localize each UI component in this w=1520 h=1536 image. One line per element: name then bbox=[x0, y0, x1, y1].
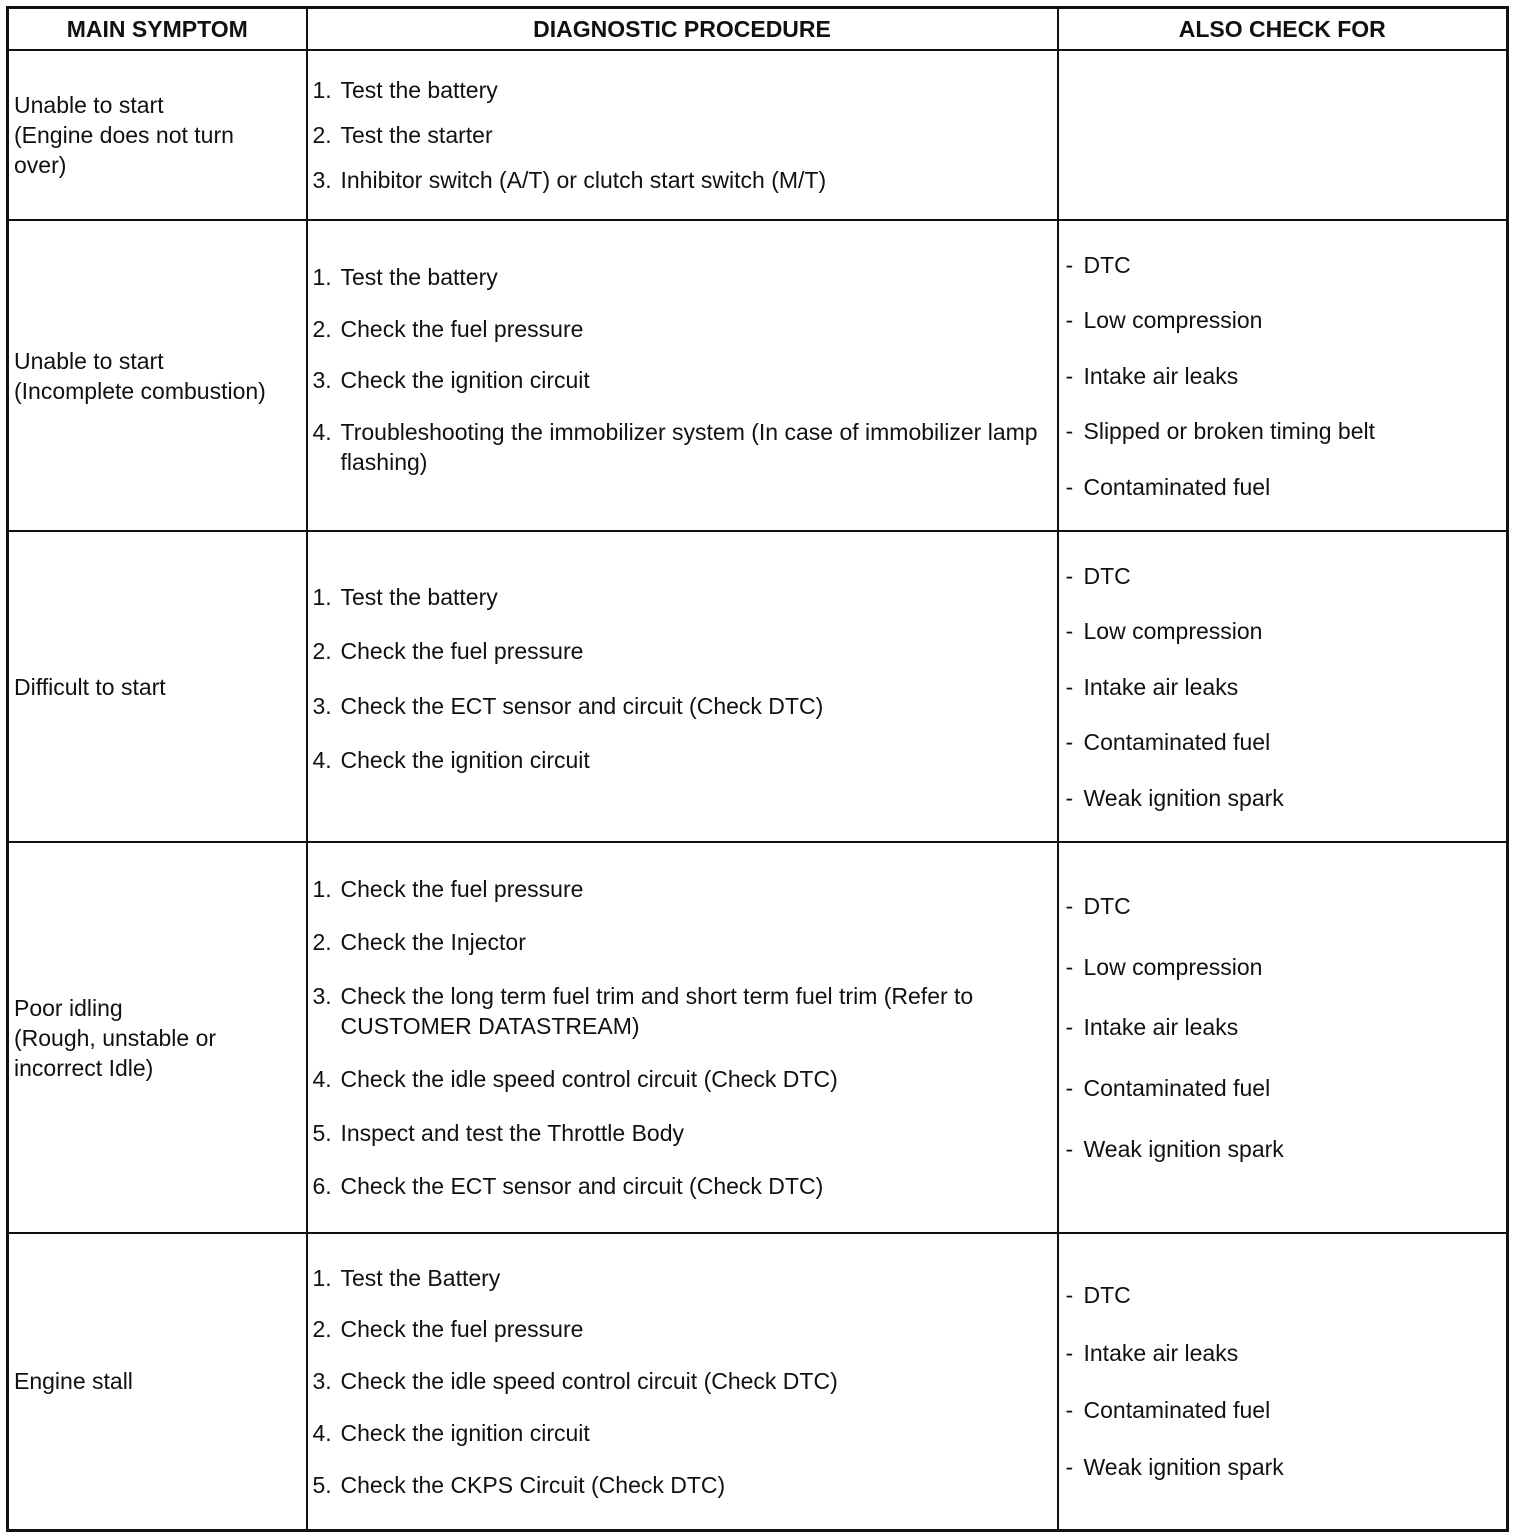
procedure-step-text: Check the fuel pressure bbox=[340, 315, 584, 342]
procedure-step-number: 4. bbox=[312, 419, 332, 446]
check-item bbox=[1066, 1452, 1499, 1482]
procedure-step bbox=[313, 745, 1047, 775]
procedure-step-text: Test the starter bbox=[340, 122, 493, 148]
dash-bullet-icon: - bbox=[1065, 562, 1074, 589]
header-diagnostic-procedure: DIAGNOSTIC PROCEDURE bbox=[307, 8, 1058, 51]
procedure-step bbox=[313, 314, 1047, 344]
procedure-step-text: Check the ECT sensor and circuit (Check DTC) bbox=[340, 1173, 824, 1200]
check-item bbox=[1066, 250, 1499, 280]
check-item bbox=[1066, 1073, 1499, 1103]
dash-bullet-icon: - bbox=[1065, 1282, 1074, 1309]
procedure-step bbox=[313, 417, 1047, 477]
procedure-step bbox=[313, 636, 1047, 666]
procedure-step-number: 5. bbox=[312, 1471, 332, 1498]
check-item-text: Intake air leaks bbox=[1083, 362, 1239, 389]
check-item-text: DTC bbox=[1083, 892, 1131, 919]
dash-bullet-icon: - bbox=[1065, 362, 1074, 389]
check-list bbox=[1059, 844, 1507, 1231]
check-item bbox=[1066, 891, 1499, 921]
table-row bbox=[8, 220, 1508, 531]
also-check-for-cell bbox=[1058, 842, 1508, 1233]
procedure-step bbox=[313, 1470, 1047, 1500]
check-item bbox=[1066, 561, 1499, 591]
procedure-step-number: 3. bbox=[312, 982, 332, 1009]
procedure-step-text: Test the battery bbox=[340, 263, 498, 290]
dash-bullet-icon: - bbox=[1065, 1136, 1074, 1163]
procedure-step bbox=[313, 582, 1047, 612]
procedure-step-number: 4. bbox=[312, 1066, 332, 1093]
check-item-text: Weak ignition spark bbox=[1083, 1136, 1284, 1163]
check-item-text: Low compression bbox=[1083, 618, 1263, 644]
dash-bullet-icon: - bbox=[1065, 1454, 1074, 1481]
check-item bbox=[1066, 616, 1499, 646]
procedure-step bbox=[313, 1064, 1047, 1094]
check-item bbox=[1066, 472, 1499, 502]
check-item-text: Intake air leaks bbox=[1083, 673, 1239, 700]
procedure-list bbox=[308, 52, 1057, 218]
dash-bullet-icon: - bbox=[1065, 673, 1074, 700]
table-row bbox=[8, 842, 1508, 1233]
procedure-step bbox=[313, 75, 1047, 105]
diagnostic-table bbox=[6, 6, 1509, 1532]
check-item bbox=[1066, 1280, 1499, 1310]
procedure-step-number: 1. bbox=[312, 875, 332, 902]
header-row bbox=[8, 8, 1508, 51]
check-item bbox=[1066, 361, 1499, 391]
procedure-list bbox=[308, 844, 1057, 1231]
main-symptom-cell bbox=[8, 531, 307, 842]
procedure-step bbox=[313, 365, 1047, 395]
symptom-line: (Incomplete combustion) bbox=[14, 377, 266, 404]
dash-bullet-icon: - bbox=[1065, 418, 1074, 444]
procedure-step-number: 2. bbox=[312, 638, 332, 665]
check-item-text: Contaminated fuel bbox=[1083, 729, 1271, 755]
procedure-step-number: 5. bbox=[312, 1119, 332, 1146]
dash-bullet-icon: - bbox=[1065, 1014, 1074, 1041]
procedure-step-text: Test the Battery bbox=[340, 1264, 501, 1291]
diagnostic-procedure-cell bbox=[307, 50, 1058, 220]
procedure-step-text: Check the idle speed control circuit (Check DTC) bbox=[340, 1368, 838, 1395]
dash-bullet-icon: - bbox=[1065, 1075, 1074, 1102]
procedure-step-text: Test the battery bbox=[340, 583, 498, 610]
procedure-step bbox=[313, 1263, 1047, 1293]
procedure-step-text: Check the ignition circuit bbox=[340, 747, 590, 774]
main-symptom-cell bbox=[8, 220, 307, 531]
symptom-line: Unable to start bbox=[14, 347, 164, 374]
dash-bullet-icon: - bbox=[1065, 1396, 1074, 1423]
procedure-step-number: 3. bbox=[312, 167, 332, 193]
procedure-step-text: Check the ignition circuit bbox=[340, 1420, 590, 1447]
procedure-step-number: 3. bbox=[312, 1368, 332, 1395]
symptom-line: over) bbox=[14, 152, 67, 178]
header-also-check-for: ALSO CHECK FOR bbox=[1058, 8, 1508, 51]
dash-bullet-icon: - bbox=[1065, 473, 1074, 500]
dash-bullet-icon: - bbox=[1065, 307, 1074, 333]
dash-bullet-icon: - bbox=[1065, 953, 1074, 980]
procedure-step-number: 2. bbox=[312, 315, 332, 342]
procedure-step-number: 4. bbox=[312, 747, 332, 774]
procedure-step-number: 4. bbox=[312, 1420, 332, 1447]
procedure-step-text: Check the ECT sensor and circuit (Check DTC) bbox=[340, 692, 824, 719]
procedure-step bbox=[313, 1171, 1047, 1201]
also-check-for-cell bbox=[1058, 531, 1508, 842]
procedure-step bbox=[313, 691, 1047, 721]
also-check-for-cell bbox=[1058, 1233, 1508, 1530]
procedure-step bbox=[313, 120, 1047, 150]
procedure-list bbox=[308, 222, 1057, 529]
procedure-step-number: 3. bbox=[312, 367, 332, 394]
procedure-step-number: 1. bbox=[312, 1264, 332, 1291]
check-list bbox=[1059, 1235, 1507, 1528]
dash-bullet-icon: - bbox=[1065, 729, 1074, 755]
main-symptom-cell bbox=[8, 1233, 307, 1530]
procedure-step-number: 1. bbox=[312, 263, 332, 290]
check-item bbox=[1066, 1338, 1499, 1368]
check-list bbox=[1059, 222, 1507, 529]
procedure-list bbox=[308, 1235, 1057, 1528]
symptom-line: Poor idling bbox=[14, 994, 123, 1021]
check-item-text: Weak ignition spark bbox=[1083, 1454, 1284, 1481]
procedure-step bbox=[313, 981, 1047, 1041]
procedure-step-number: 2. bbox=[312, 1316, 332, 1343]
main-symptom-cell bbox=[8, 50, 307, 220]
check-item-text: Low compression bbox=[1083, 953, 1263, 980]
symptom-line: (Rough, unstable or bbox=[14, 1024, 217, 1051]
dash-bullet-icon: - bbox=[1065, 1339, 1074, 1366]
diagnostic-procedure-cell bbox=[307, 1233, 1058, 1530]
check-item-text: Low compression bbox=[1083, 307, 1263, 333]
procedure-step bbox=[313, 1118, 1047, 1148]
procedure-step-text: Check the CKPS Circuit (Check DTC) bbox=[340, 1471, 726, 1498]
procedure-step bbox=[313, 1418, 1047, 1448]
procedure-step bbox=[313, 165, 1047, 195]
check-item bbox=[1066, 727, 1499, 757]
check-item-text: DTC bbox=[1083, 1282, 1131, 1309]
table-row bbox=[8, 1233, 1508, 1530]
procedure-step-text: Test the battery bbox=[340, 77, 498, 103]
dash-bullet-icon: - bbox=[1065, 892, 1074, 919]
procedure-step bbox=[313, 1314, 1047, 1344]
diagnostic-procedure-cell bbox=[307, 220, 1058, 531]
table-row bbox=[8, 531, 1508, 842]
check-item-text: DTC bbox=[1083, 251, 1131, 278]
procedure-step-text: Check the idle speed control circuit (Check DTC) bbox=[340, 1066, 838, 1093]
also-check-for-cell bbox=[1058, 220, 1508, 531]
check-item-text: Contaminated fuel bbox=[1083, 1396, 1271, 1423]
procedure-step-text: Check the fuel pressure bbox=[340, 875, 584, 902]
check-item-text: DTC bbox=[1083, 562, 1131, 589]
procedure-step-text: Check the long term fuel trim and short term fuel trim (Refer to CUSTOMER DATASTREAM) bbox=[340, 982, 974, 1039]
procedure-step-text: Check the fuel pressure bbox=[340, 1316, 584, 1343]
check-item-text: Contaminated fuel bbox=[1083, 473, 1271, 500]
check-item bbox=[1066, 1134, 1499, 1164]
dash-bullet-icon: - bbox=[1065, 251, 1074, 278]
check-item-text: Contaminated fuel bbox=[1083, 1075, 1271, 1102]
procedure-step-number: 3. bbox=[312, 692, 332, 719]
procedure-step-text: Troubleshooting the immobilizer system (In case of immobilizer lamp flashing) bbox=[340, 419, 1038, 476]
symptom-line: incorrect Idle) bbox=[14, 1054, 154, 1081]
procedure-step-text: Inhibitor switch (A/T) or clutch start switch (M/T) bbox=[340, 167, 827, 193]
diagnostic-procedure-cell bbox=[307, 842, 1058, 1233]
check-item bbox=[1066, 416, 1499, 446]
procedure-step-text: Inspect and test the Throttle Body bbox=[340, 1119, 685, 1146]
check-item bbox=[1066, 783, 1499, 813]
symptom-line: Unable to start bbox=[14, 92, 164, 118]
dash-bullet-icon: - bbox=[1065, 618, 1074, 644]
table-row bbox=[8, 50, 1508, 220]
table-body bbox=[8, 50, 1508, 1530]
procedure-step-text: Check the Injector bbox=[340, 929, 526, 956]
procedure-list bbox=[308, 533, 1057, 840]
also-check-for-cell bbox=[1058, 50, 1508, 220]
procedure-step-number: 6. bbox=[312, 1173, 332, 1200]
procedure-step-number: 2. bbox=[312, 929, 332, 956]
procedure-step-number: 2. bbox=[312, 122, 332, 148]
symptom-line: Difficult to start bbox=[14, 673, 166, 700]
header-main-symptom: MAIN SYMPTOM bbox=[8, 8, 307, 51]
procedure-step-text: Check the ignition circuit bbox=[340, 367, 590, 394]
main-symptom-cell bbox=[8, 842, 307, 1233]
dash-bullet-icon: - bbox=[1065, 784, 1074, 811]
procedure-step bbox=[313, 262, 1047, 292]
check-item-text: Weak ignition spark bbox=[1083, 784, 1284, 811]
symptom-line: (Engine does not turn bbox=[14, 122, 234, 148]
procedure-step bbox=[313, 927, 1047, 957]
check-item bbox=[1066, 672, 1499, 702]
procedure-step-text: Check the fuel pressure bbox=[340, 638, 584, 665]
procedure-step-number: 1. bbox=[312, 583, 332, 610]
procedure-step bbox=[313, 1366, 1047, 1396]
check-item bbox=[1066, 1395, 1499, 1425]
check-list bbox=[1059, 533, 1507, 840]
symptom-line: Engine stall bbox=[14, 1368, 133, 1395]
check-item bbox=[1066, 1012, 1499, 1042]
check-item-text: Slipped or broken timing belt bbox=[1083, 418, 1375, 444]
diagnostic-procedure-cell bbox=[307, 531, 1058, 842]
check-item-text: Intake air leaks bbox=[1083, 1339, 1239, 1366]
check-item-text: Intake air leaks bbox=[1083, 1014, 1239, 1041]
procedure-step bbox=[313, 874, 1047, 904]
check-item bbox=[1066, 305, 1499, 335]
check-item bbox=[1066, 952, 1499, 982]
procedure-step-number: 1. bbox=[312, 77, 332, 103]
